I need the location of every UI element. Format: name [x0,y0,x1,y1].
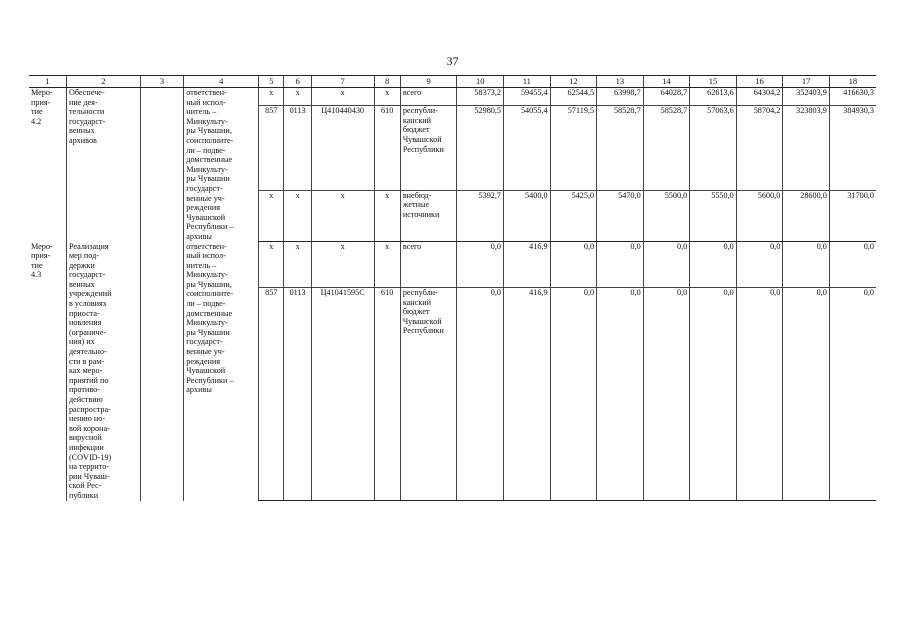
amount-cell: 57119,5 [550,106,597,190]
funding-source: республи- канский бюджет Чувашской Республики [400,106,457,190]
ministry-code: x [259,88,284,106]
section-code: 0113 [284,288,311,501]
header-cell: 14 [643,76,690,88]
section-code: x [284,242,311,288]
amount-cell: 0,0 [643,288,690,501]
amount-cell: 416,9 [504,242,551,288]
header-cell: 4 [184,76,259,88]
amount-cell: 5600,0 [736,190,783,241]
funding-source: республи- канский бюджет Чувашской Республики [400,288,457,501]
header-cell: 2 [66,76,140,88]
header-cell: 9 [400,76,457,88]
section-code: x [284,190,311,241]
table-row [29,242,876,288]
amount-cell: 59455,4 [504,88,551,106]
amount-cell: 5550,0 [690,190,737,241]
expense-type-code: 610 [374,106,400,190]
header-row [29,76,876,88]
target-article-code: x [311,190,374,241]
amount-cell: 5470,0 [597,190,644,241]
target-article-code: x [311,242,374,288]
ministry-code: 857 [259,106,284,190]
amount-cell: 0,0 [829,242,876,288]
amount-cell: 5500,0 [643,190,690,241]
amount-cell: 0,0 [783,288,830,501]
amount-cell: 62544,5 [550,88,597,106]
header-cell: 18 [829,76,876,88]
amount-cell: 0,0 [597,242,644,288]
amount-cell: 58704,2 [736,106,783,190]
amount-cell: 0,0 [643,242,690,288]
measure-title-4-3: Реализация мер под- держки государст- венных учреждений в условиях приоста- новления (ограниче- ния) их деятельно- сти в рам- ках меро- приятий по противо- действию распростра- нению но- вой корона- вирусной инфекции (COVID-19) на террито- рии Чуваш- ской Рес- публики [66,242,140,501]
header-cell: 8 [374,76,400,88]
header-cell: 7 [311,76,374,88]
amount-cell: 58528,7 [643,106,690,190]
amount-cell: 384930,3 [829,106,876,190]
ministry-code: 857 [259,288,284,501]
page-number: 37 [446,54,459,68]
measure-col3-empty [140,242,184,501]
measure-number-4-3: Меро- прия- тие 4.3 [31,241,53,280]
funding-source: всего [400,242,457,288]
measure-executor-4-2: ответствен- ный испол- нитель – Минкульту- ры Чувашии, соисполните- ли – подве- домственные Минкульту- ры Чувашии государст- венные уч- реждения Чувашской Республики – архивы [184,88,259,242]
amount-cell: 0,0 [550,242,597,288]
target-article-code: x [311,88,374,106]
measure-executor-4-3: ответствен- ный испол- нитель – Минкульту- ры Чувашии, соисполните- ли – подве- домственные Минкульту- ры Чувашии государст- венные уч- реждения Чувашской Республики – архивы [184,242,259,501]
ministry-code: x [259,242,284,288]
amount-cell: 5392,7 [457,190,504,241]
amount-cell: 5425,0 [550,190,597,241]
budget-table [29,75,876,501]
target-article-code: Ц410440430 [311,106,374,190]
amount-cell: 323803,9 [783,106,830,190]
amount-cell: 5400,0 [504,190,551,241]
amount-cell: 416,9 [504,288,551,501]
measure-title-4-2: Обеспече- ние дея- тельности государст- венных архивов [66,88,140,242]
amount-cell: 0,0 [690,288,737,501]
amount-cell: 57063,6 [690,106,737,190]
amount-cell: 0,0 [690,242,737,288]
amount-cell: 28600,0 [783,190,830,241]
header-cell: 16 [736,76,783,88]
header-cell: 13 [597,76,644,88]
header-cell: 17 [783,76,830,88]
measure-col3-empty [140,88,184,242]
header-cell: 3 [140,76,184,88]
amount-cell: 352403,9 [783,88,830,106]
table-row [29,88,876,106]
measure-4-2-group [29,88,876,242]
amount-cell: 0,0 [550,288,597,501]
section-code: x [284,88,311,106]
section-code: 0113 [284,106,311,190]
header-cell: 15 [690,76,737,88]
funding-source: внебюд- жетные источники [400,190,457,241]
amount-cell: 63998,7 [597,88,644,106]
amount-cell: 52980,5 [457,106,504,190]
amount-cell: 0,0 [597,288,644,501]
amount-cell: 58528,7 [597,106,644,190]
amount-cell: 0,0 [457,242,504,288]
target-article-code: Ц41041595С [311,288,374,501]
amount-cell: 0,0 [736,242,783,288]
expense-type-code: x [374,242,400,288]
amount-cell: 0,0 [829,288,876,501]
amount-cell: 64304,2 [736,88,783,106]
header-cell: 6 [284,76,311,88]
amount-cell: 0,0 [783,242,830,288]
expense-type-code: x [374,88,400,106]
header-cell: 1 [29,76,66,88]
amount-cell: 58373,2 [457,88,504,106]
amount-cell: 31700,0 [829,190,876,241]
measure-4-3-group [29,242,876,501]
ministry-code: x [259,190,284,241]
measure-number-4-2: Меро- прия- тие 4.2 [31,88,53,126]
amount-cell: 0,0 [457,288,504,501]
header-cell: 12 [550,76,597,88]
amount-cell: 62613,6 [690,88,737,106]
header-cell: 10 [457,76,504,88]
expense-type-code: x [374,190,400,241]
funding-source: всего [400,88,457,106]
amount-cell: 64028,7 [643,88,690,106]
expense-type-code: 610 [374,288,400,501]
amount-cell: 54055,4 [504,106,551,190]
amount-cell: 0,0 [736,288,783,501]
header-cell: 11 [504,76,551,88]
amount-cell: 416630,3 [829,88,876,106]
header-cell: 5 [259,76,284,88]
